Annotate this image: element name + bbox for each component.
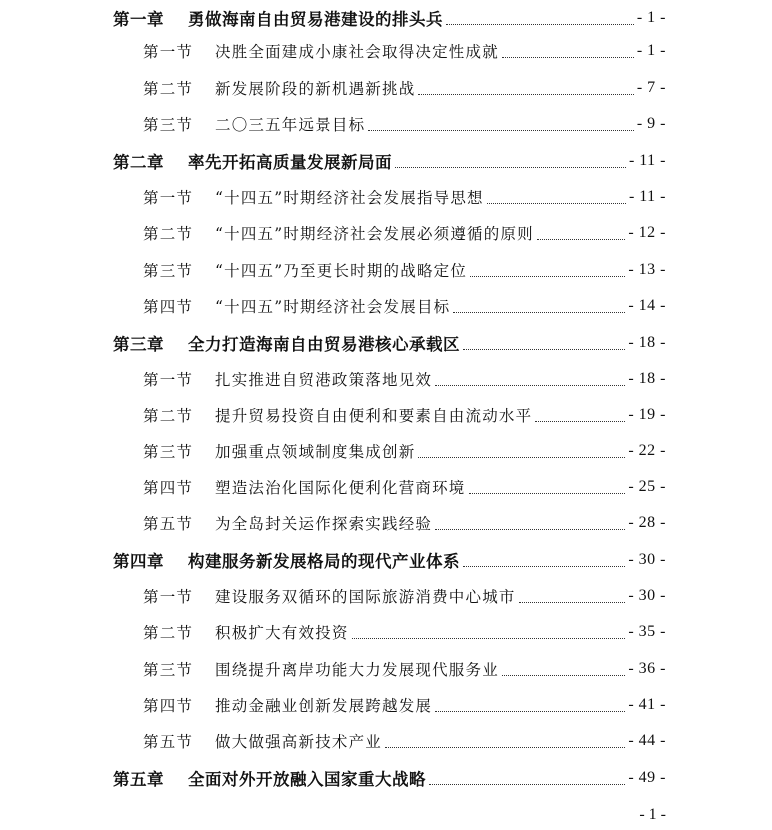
chapter-title: 全面对外开放融入国家重大战略 — [188, 770, 426, 789]
toc-section-entry[interactable] — [0, 38, 772, 64]
chapter-title: 构建服务新发展格局的现代产业体系 — [188, 552, 460, 571]
dot-leader — [429, 784, 625, 785]
toc-section-entry[interactable] — [0, 728, 772, 754]
toc-section-entry[interactable] — [0, 257, 772, 283]
page-number: - 19 - — [628, 406, 666, 423]
page-number: - 25 - — [628, 478, 666, 495]
section-number: 第五节 — [143, 515, 194, 533]
section-number: 第三节 — [143, 443, 194, 461]
section-title: 推动金融业创新发展跨越发展 — [215, 697, 433, 715]
dot-leader — [435, 385, 625, 386]
chapter-number: 第四章 — [113, 552, 164, 571]
section-title: 决胜全面建成小康社会取得决定性成就 — [215, 43, 499, 61]
section-number: 第五节 — [143, 733, 194, 751]
dot-leader — [519, 602, 626, 603]
page-number: - 41 - — [628, 696, 666, 713]
section-number: 第三节 — [143, 661, 194, 679]
section-title: 提升贸易投资自由便利和要素自由流动水平 — [215, 407, 533, 425]
section-number: 第三节 — [143, 262, 194, 280]
section-title: 塑造法治化国际化便利化营商环境 — [215, 479, 466, 497]
toc-section-entry[interactable] — [0, 619, 772, 645]
toc-section-entry[interactable] — [0, 656, 772, 682]
dot-leader — [469, 493, 626, 494]
page-number: - 1 - — [636, 9, 666, 26]
section-title: “十四五”时期经济社会发展指导思想 — [215, 189, 484, 207]
section-number: 第四节 — [143, 298, 194, 316]
toc-section-entry[interactable] — [0, 692, 772, 718]
dot-leader — [463, 349, 625, 350]
page-number: - 13 - — [628, 261, 666, 278]
section-number: 第二节 — [143, 225, 194, 243]
section-title: 做大做强高新技术产业 — [215, 733, 383, 751]
section-title: 为全岛封关运作探索实践经验 — [215, 515, 433, 533]
section-number: 第四节 — [143, 479, 194, 497]
toc-section-entry[interactable] — [0, 510, 772, 536]
toc-section-entry[interactable] — [0, 293, 772, 319]
section-title: 建设服务双循环的国际旅游消费中心城市 — [215, 588, 516, 606]
toc-chapter-entry[interactable] — [0, 765, 772, 791]
chapter-title: 率先开拓高质量发展新局面 — [188, 153, 392, 172]
toc-chapter-entry[interactable] — [0, 330, 772, 356]
page-number: - 35 - — [628, 623, 666, 640]
dot-leader — [537, 239, 625, 240]
dot-leader — [368, 130, 634, 131]
page-number: - 14 - — [628, 297, 666, 314]
section-number: 第三节 — [143, 116, 194, 134]
page-number: - 11 - — [628, 152, 666, 169]
page-number: - 18 - — [628, 370, 666, 387]
dot-leader — [435, 529, 625, 530]
dot-leader — [535, 421, 625, 422]
section-number: 第一节 — [143, 43, 194, 61]
toc-section-entry[interactable] — [0, 474, 772, 500]
section-title: 积极扩大有效投资 — [215, 624, 349, 642]
section-title: “十四五”时期经济社会发展必须遵循的原则 — [215, 225, 534, 243]
toc-section-entry[interactable] — [0, 111, 772, 137]
page-number: - 44 - — [628, 732, 666, 749]
section-title: 二〇三五年远景目标 — [215, 116, 366, 134]
page-number: - 22 - — [628, 442, 666, 459]
section-number: 第二节 — [143, 407, 194, 425]
page-number: - 9 - — [636, 115, 666, 132]
section-number: 第一节 — [143, 588, 194, 606]
toc-section-entry[interactable] — [0, 366, 772, 392]
section-title: 新发展阶段的新机遇新挑战 — [215, 80, 416, 98]
dot-leader — [435, 711, 625, 712]
toc-chapter-entry[interactable] — [0, 5, 772, 31]
chapter-title: 全力打造海南自由贸易港核心承载区 — [188, 335, 460, 354]
toc-section-entry[interactable] — [0, 184, 772, 210]
section-title: 围绕提升离岸功能大力发展现代服务业 — [215, 661, 499, 679]
section-number: 第一节 — [143, 189, 194, 207]
chapter-number: 第二章 — [113, 153, 164, 172]
section-number: 第一节 — [143, 371, 194, 389]
section-title: 加强重点领域制度集成创新 — [215, 443, 416, 461]
dot-leader — [395, 167, 626, 168]
chapter-number: 第五章 — [113, 770, 164, 789]
toc-section-entry[interactable] — [0, 438, 772, 464]
dot-leader — [502, 57, 634, 58]
toc-section-entry[interactable] — [0, 75, 772, 101]
page-number: - 1 - — [636, 42, 666, 59]
dot-leader — [470, 276, 625, 277]
page-number: - 30 - — [628, 587, 666, 604]
page-number: - 49 - — [628, 769, 666, 786]
section-title: “十四五”乃至更长时期的战略定位 — [215, 262, 468, 280]
section-number: 第二节 — [143, 624, 194, 642]
chapter-number: 第一章 — [113, 10, 164, 29]
dot-leader — [418, 94, 633, 95]
page-number: - 30 - — [628, 551, 666, 568]
dot-leader — [487, 203, 626, 204]
dot-leader — [385, 747, 625, 748]
dot-leader — [446, 24, 634, 25]
toc-section-entry[interactable] — [0, 220, 772, 246]
toc-chapter-entry[interactable] — [0, 547, 772, 573]
section-title: “十四五”时期经济社会发展目标 — [215, 298, 451, 316]
section-number: 第四节 — [143, 697, 194, 715]
section-number: 第二节 — [143, 80, 194, 98]
page-footer-number: - 1 - — [639, 806, 666, 823]
toc-chapter-entry[interactable] — [0, 148, 772, 174]
page-number: - 7 - — [636, 79, 666, 96]
dot-leader — [418, 457, 625, 458]
page-number: - 12 - — [628, 224, 666, 241]
page-number: - 28 - — [628, 514, 666, 531]
dot-leader — [502, 675, 625, 676]
dot-leader — [463, 566, 625, 567]
chapter-title: 勇做海南自由贸易港建设的排头兵 — [188, 10, 443, 29]
page-number: - 11 - — [628, 188, 666, 205]
dot-leader — [352, 638, 626, 639]
page-number: - 18 - — [628, 334, 666, 351]
chapter-number: 第三章 — [113, 335, 164, 354]
dot-leader — [453, 312, 625, 313]
section-title: 扎实推进自贸港政策落地见效 — [215, 371, 433, 389]
toc-section-entry[interactable] — [0, 583, 772, 609]
page-number: - 36 - — [628, 660, 666, 677]
toc-section-entry[interactable] — [0, 402, 772, 428]
